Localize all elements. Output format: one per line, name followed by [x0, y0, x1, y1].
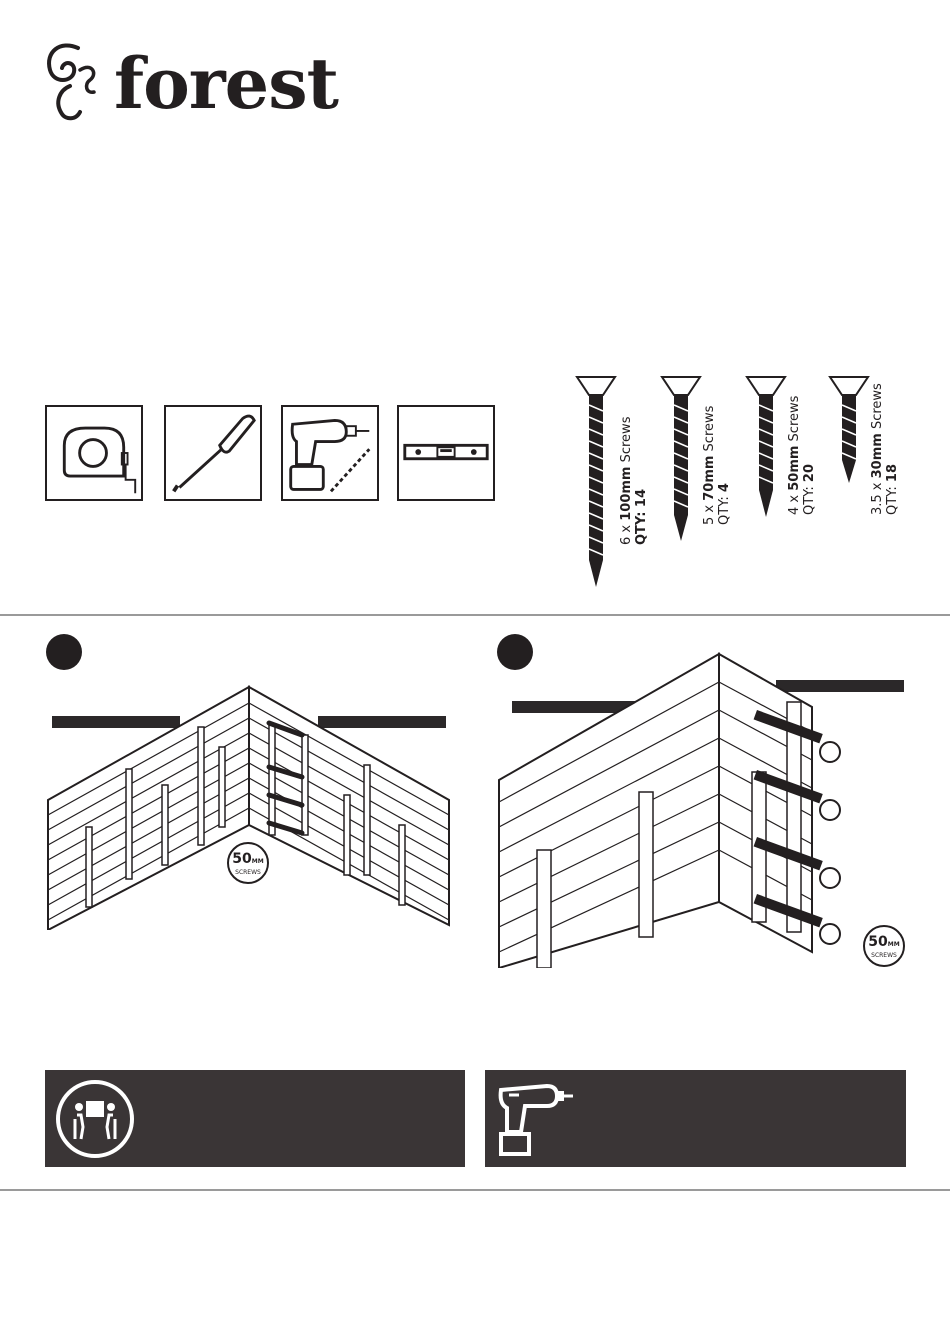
step-2-corner-illustration	[497, 652, 842, 968]
spirit-level-icon	[399, 407, 493, 499]
screw-30mm	[828, 375, 900, 515]
two-person-lift-icon	[55, 1079, 135, 1159]
tool-spirit-level	[397, 405, 495, 501]
drill-icon	[495, 1078, 575, 1160]
screwdriver-icon	[166, 407, 260, 499]
step-1-screw-badge: 50MM SCREWS	[227, 842, 269, 884]
section-divider	[0, 614, 950, 616]
step-2-screw-badge: 50MM SCREWS	[863, 925, 905, 967]
tool-screwdriver	[164, 405, 262, 501]
tape-measure-icon	[47, 407, 141, 499]
drill-note-panel	[485, 1070, 906, 1167]
screw-100mm	[575, 375, 649, 594]
screw-30mm-label: 3.5 x 30mm Screws QTY: 18	[870, 383, 900, 515]
screw-100mm-label: 6 x 100mm Screws QTY: 14	[619, 416, 649, 545]
screw-50mm-label: 4 x 50mm Screws QTY: 20	[787, 395, 817, 515]
screw-50mm-icon	[745, 375, 789, 520]
two-person-note-panel	[45, 1070, 465, 1167]
brand-logo	[40, 40, 338, 130]
tool-tape-measure	[45, 405, 143, 501]
brand-wordmark: forest	[114, 42, 338, 125]
footer-divider	[0, 1189, 950, 1191]
screw-30mm-icon	[828, 375, 872, 485]
screw-70mm	[660, 375, 732, 549]
tool-drill	[281, 405, 379, 501]
step-1-marker	[46, 634, 82, 670]
cordless-drill-icon	[283, 407, 377, 499]
screw-70mm-icon	[660, 375, 704, 545]
screw-70mm-label: 5 x 70mm Screws QTY: 4	[702, 405, 732, 525]
screw-50mm	[745, 375, 817, 524]
screw-100mm-icon	[575, 375, 619, 590]
step-1-corner-illustration	[44, 685, 454, 930]
